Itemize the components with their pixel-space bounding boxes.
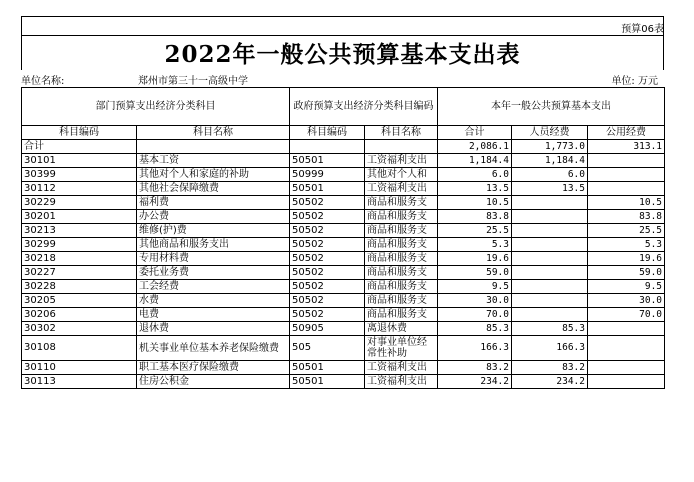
table-row — [22, 196, 665, 210]
column-header-row — [22, 126, 665, 140]
table-tag: 预算06表 — [621, 24, 664, 35]
column-header: 科目编码 — [22, 126, 137, 140]
column-header: 科目名称 — [137, 126, 290, 140]
cell-personnel — [512, 308, 588, 322]
cell-gov-code: 505 — [290, 336, 365, 361]
cell-gov-code: 50502 — [290, 280, 365, 294]
cell-gov-name: 工资福利支出 — [365, 375, 438, 389]
cell-personnel: 13.5 — [512, 182, 588, 196]
cell-dept-code: 30229 — [22, 196, 137, 210]
cell-total: 2,086.1 — [438, 140, 512, 154]
cell-gov-code: 50502 — [290, 224, 365, 238]
cell-gov-code: 50502 — [290, 238, 365, 252]
group-header-row — [22, 88, 665, 126]
cell-total: 85.3 — [438, 322, 512, 336]
cell-dept-name: 办公费 — [137, 210, 290, 224]
cell-total: 1,184.4 — [438, 154, 512, 168]
cell-total: 70.0 — [438, 308, 512, 322]
budget-table — [21, 87, 665, 389]
table-total-row — [22, 140, 665, 154]
cell-gov-name: 商品和服务支 — [365, 224, 438, 238]
cell-personnel: 1,773.0 — [512, 140, 588, 154]
cell-gov-code: 50501 — [290, 182, 365, 196]
cell-dept-code: 30228 — [22, 280, 137, 294]
cell-personnel — [512, 294, 588, 308]
cell-gov-name: 工资福利支出 — [365, 361, 438, 375]
cell-dept-name: 其他对个人和家庭的补助 — [137, 168, 290, 182]
cell-total: 19.6 — [438, 252, 512, 266]
cell-dept-code: 30399 — [22, 168, 137, 182]
cell-dept-name: 工会经费 — [137, 280, 290, 294]
cell-gov-name: 商品和服务支 — [365, 252, 438, 266]
table-row — [22, 182, 665, 196]
table-row — [22, 280, 665, 294]
cell-gov-code: 50502 — [290, 308, 365, 322]
table-row — [22, 224, 665, 238]
cell-dept-code: 30213 — [22, 224, 137, 238]
cell-dept-name: 其他商品和服务支出 — [137, 238, 290, 252]
cell-public: 59.0 — [588, 266, 665, 280]
cell-gov-code: 50905 — [290, 322, 365, 336]
cell-personnel: 234.2 — [512, 375, 588, 389]
cell-dept-name: 住房公积金 — [137, 375, 290, 389]
cell-dept-name: 福利费 — [137, 196, 290, 210]
cell-personnel — [512, 266, 588, 280]
cell-total: 6.0 — [438, 168, 512, 182]
cell-dept-code: 30112 — [22, 182, 137, 196]
column-header: 公用经费 — [588, 126, 665, 140]
cell-dept-name: 其他社会保障缴费 — [137, 182, 290, 196]
basic-expenditure-header: 本年一般公共预算基本支出 — [438, 88, 665, 126]
cell-public — [588, 154, 665, 168]
cell-gov-name — [365, 140, 438, 154]
cell-total: 83.2 — [438, 361, 512, 375]
table-row — [22, 322, 665, 336]
cell-dept-code: 30206 — [22, 308, 137, 322]
cell-total: 83.8 — [438, 210, 512, 224]
cell-gov-name: 商品和服务支 — [365, 280, 438, 294]
cell-dept-name: 电费 — [137, 308, 290, 322]
cell-public: 313.1 — [588, 140, 665, 154]
cell-dept-code: 合计 — [22, 140, 137, 154]
unit-name-label: 单位名称: — [21, 76, 65, 87]
cell-gov-name: 商品和服务支 — [365, 210, 438, 224]
table-row — [22, 336, 665, 361]
frame-top-line — [21, 16, 664, 17]
cell-gov-name: 工资福利支出 — [365, 154, 438, 168]
table-row — [22, 210, 665, 224]
cell-public: 83.8 — [588, 210, 665, 224]
cell-total: 9.5 — [438, 280, 512, 294]
cell-dept-code: 30101 — [22, 154, 137, 168]
unit-info-row — [21, 70, 664, 86]
table-row — [22, 252, 665, 266]
table-row — [22, 168, 665, 182]
cell-public — [588, 182, 665, 196]
cell-gov-code: 50502 — [290, 294, 365, 308]
cell-personnel: 166.3 — [512, 336, 588, 361]
cell-dept-name: 水费 — [137, 294, 290, 308]
cell-dept-name: 职工基本医疗保险缴费 — [137, 361, 290, 375]
table-row — [22, 375, 665, 389]
cell-personnel — [512, 210, 588, 224]
cell-public: 25.5 — [588, 224, 665, 238]
cell-dept-code: 30302 — [22, 322, 137, 336]
cell-gov-code: 50502 — [290, 266, 365, 280]
cell-total: 166.3 — [438, 336, 512, 361]
cell-public — [588, 322, 665, 336]
column-header: 科目名称 — [365, 126, 438, 140]
cell-gov-name: 商品和服务支 — [365, 294, 438, 308]
column-header: 科目编码 — [290, 126, 365, 140]
cell-public — [588, 375, 665, 389]
table-row — [22, 308, 665, 322]
cell-dept-name: 维修(护)费 — [137, 224, 290, 238]
cell-total: 59.0 — [438, 266, 512, 280]
cell-gov-name: 商品和服务支 — [365, 196, 438, 210]
unit-name-value: 郑州市第三十一高级中学 — [138, 76, 248, 87]
cell-gov-code: 50999 — [290, 168, 365, 182]
cell-public: 19.6 — [588, 252, 665, 266]
cell-gov-code: 50501 — [290, 375, 365, 389]
cell-gov-code: 50502 — [290, 210, 365, 224]
cell-dept-code: 30201 — [22, 210, 137, 224]
cell-personnel — [512, 224, 588, 238]
cell-public: 9.5 — [588, 280, 665, 294]
cell-total: 10.5 — [438, 196, 512, 210]
cell-gov-name: 商品和服务支 — [365, 308, 438, 322]
cell-personnel — [512, 252, 588, 266]
cell-dept-code: 30205 — [22, 294, 137, 308]
cell-dept-code: 30218 — [22, 252, 137, 266]
cell-total: 13.5 — [438, 182, 512, 196]
cell-gov-code — [290, 140, 365, 154]
cell-gov-code: 50502 — [290, 196, 365, 210]
cell-dept-name: 委托业务费 — [137, 266, 290, 280]
cell-dept-code: 30227 — [22, 266, 137, 280]
cell-personnel — [512, 280, 588, 294]
cell-total: 234.2 — [438, 375, 512, 389]
cell-gov-name: 对事业单位经常性补助 — [365, 336, 438, 361]
cell-dept-code: 30299 — [22, 238, 137, 252]
dept-classification-header: 部门预算支出经济分类科目 — [22, 88, 290, 126]
cell-gov-name: 商品和服务支 — [365, 238, 438, 252]
unit-measure: 单位: 万元 — [611, 76, 658, 87]
cell-dept-name: 基本工资 — [137, 154, 290, 168]
table-row — [22, 238, 665, 252]
table-row — [22, 361, 665, 375]
cell-dept-code: 30113 — [22, 375, 137, 389]
cell-dept-name: 退休费 — [137, 322, 290, 336]
gov-classification-header: 政府预算支出经济分类科目编码 — [290, 88, 438, 126]
page-title: 2022年一般公共预算基本支出表 — [164, 41, 521, 68]
cell-personnel: 6.0 — [512, 168, 588, 182]
cell-public — [588, 336, 665, 361]
cell-total: 30.0 — [438, 294, 512, 308]
cell-dept-name: 机关事业单位基本养老保险缴费 — [137, 336, 290, 361]
cell-dept-name — [137, 140, 290, 154]
cell-gov-code: 50502 — [290, 252, 365, 266]
column-header: 合计 — [438, 126, 512, 140]
cell-gov-name: 离退休费 — [365, 322, 438, 336]
table-row — [22, 154, 665, 168]
cell-personnel: 83.2 — [512, 361, 588, 375]
cell-total: 5.3 — [438, 238, 512, 252]
cell-dept-code: 30110 — [22, 361, 137, 375]
cell-gov-code: 50501 — [290, 361, 365, 375]
cell-dept-name: 专用材料费 — [137, 252, 290, 266]
column-header: 人员经费 — [512, 126, 588, 140]
table-row — [22, 294, 665, 308]
table-row — [22, 266, 665, 280]
cell-personnel — [512, 238, 588, 252]
cell-public: 30.0 — [588, 294, 665, 308]
cell-public: 70.0 — [588, 308, 665, 322]
cell-public — [588, 168, 665, 182]
cell-total: 25.5 — [438, 224, 512, 238]
cell-gov-name: 工资福利支出 — [365, 182, 438, 196]
cell-public — [588, 361, 665, 375]
cell-gov-name: 其他对个人和 — [365, 168, 438, 182]
cell-personnel: 1,184.4 — [512, 154, 588, 168]
cell-personnel — [512, 196, 588, 210]
cell-public: 10.5 — [588, 196, 665, 210]
cell-gov-name: 商品和服务支 — [365, 266, 438, 280]
cell-gov-code: 50501 — [290, 154, 365, 168]
cell-personnel: 85.3 — [512, 322, 588, 336]
cell-public: 5.3 — [588, 238, 665, 252]
cell-dept-code: 30108 — [22, 336, 137, 361]
